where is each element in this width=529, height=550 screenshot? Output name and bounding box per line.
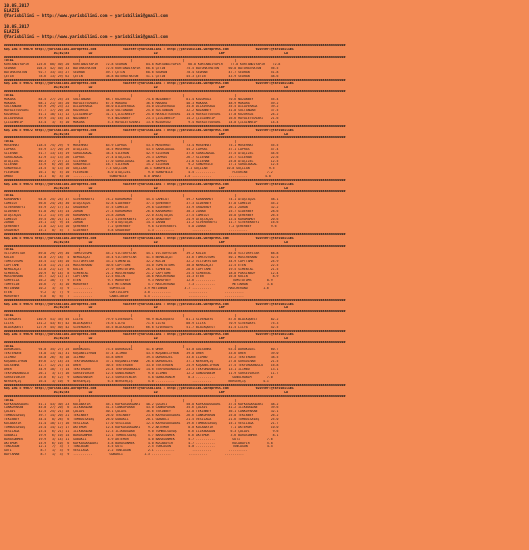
table-row: SUNOFNILE 24.5 4/ 13/ 10 GÜÇLİAN 7.3 GÜÇLİAN 10.1 SUNOFNILE 8.1 GÜÇLİAN 10.8 GÜÇLİAN 9.5	[4, 167, 275, 171]
header-src: @Yarisbilimi — http://www.yarisbilimi.com — yarisbilimi@gmail.com	[4, 13, 168, 19]
table-row: TUMBULSAVAŞ 25.4 14/ 12/ 17 AKTEMUR 12.4 KAFKASDUĞDARI 9.2 AKTEMUR 8.0 KOCABAYIR 7.1 AKTEMUR 10.0	[4, 425, 279, 429]
separator-line: ##################################################################################################################################################################################	[4, 329, 346, 333]
table-row: SİLEHAN 51.7 13/ 15/ 19 SARACAOĞAL 34.4 SİLEHAN 42.9 SİLEHAN 37.6 SARACAOĞAL 37.5 ATAÇIZEL 44.6	[4, 151, 279, 155]
table-row: SUMYELİA 16.2 10/ 7/ 9 ETEN 9.7 MARUFBEY 9.3 MARUFBEY 12.6 .......... TOMSTOTOMS 8.9	[4, 279, 273, 283]
header-date: 10.05.2017	[4, 3, 30, 8]
separator-line: ##################################################################################################################################################################################	[4, 340, 346, 344]
header-tag: ELAZIĞ	[4, 28, 20, 34]
total-row: TOTAL | | | |	[4, 398, 237, 402]
separator-line: ##################################################################################################################################################################################	[4, 383, 346, 387]
table-row: SORSEVİNCER 25.6 6/ 12/ 9 GÖNÜLHANIM 12.3 SORSEVİNCER 5.8 GÖNÜLHANIM 8.3 .......... GÖNÜLHANIM 7.0	[4, 375, 273, 379]
separator-line: ##################################################################################################################################################################################	[4, 44, 346, 48]
document-header	[4, 3, 529, 44]
table-row: NERSEHÇİŞ 16.4 3/ 10/ 9 NERSEHÇİŞ 6.5 NERSEHÇİŞ 5.0 .......... .......... NERSEHÇİŞ 4.1	[4, 379, 269, 383]
header-date: 10.05.2017	[4, 23, 30, 29]
race-block	[4, 79, 529, 125]
table-row: ÇİLGINREIP 43.4 3/ 5/ 10 MAKARA 5.3 HAYALETSÜVARİ 13.6 KUZURSUZ 9.4 HAYALETSÜVARİ 14.8 ÇİLGINREIP 14.4	[4, 121, 279, 125]
race-column-header: #1/#2/#3 LD LD LBP LD	[4, 86, 289, 90]
total-row: TOTAL | | | |	[4, 59, 237, 63]
table-row: LİLYA 131.2 43/ 67/ 42 BLACKQUEST 74.6 LİLYA 71.6 LİLYA 80.9 LİLYA 70.9 SİVERDAYS 75.3	[4, 321, 279, 325]
race-title: KOŞ İNG = 99677 http://yarisbilimi.wordpress.com twitter:@Yarisbilimi : http://yarisbilimi.wordpress.com twitter:@Yarisbilimi	[4, 387, 294, 391]
separator-line: ##################################################################################################################################################################################	[4, 244, 346, 248]
separator-line: ##################################################################################################################################################################################	[4, 310, 346, 314]
table-row: GOBAKLI 19.9 6/ 10/ 14 BARASONMEK 12.1 TUMBULSAVAŞ 5.7 BARASONMEK 6.6 AKTEMUR 3.6 BARASONMEK 8.1	[4, 433, 279, 437]
table-row: BARASONMEK 19.9 3/ 14/ 11 GOBAKLI 4.9 AKTEMUR 4.0 BARASONMEK 5.7 .......... GUTİ 7.6	[4, 437, 273, 441]
race-column-header: #1/#2/#3 LD LD LBP LD	[4, 186, 289, 190]
table-row: KULİN 54.0 27/ 18/ 4 NEMALAÇAT 35.4 VICTORYSTAR 41.5 NEMALAÇAT 33.6 TOMSTOTOMS 50.1 MASCHERANO 52.5	[4, 255, 279, 259]
table-row: GÜLSENHA 41.7 12/ 21/ 14 OHER 30.5 TEKTERDEN 33.0 TEKTERDEN 25.9 KOŞANELİFHAN 27.5 TEKFORDUNOĞLU 16.8	[4, 364, 279, 368]
table-row: ATAŞTAÇOS 51.2 11/ 19/ 20 KARAMAMUT 23.8 ZAHAN 22.0 ATAŞTAÇOS 27.5 CAMELOT 16.8 ŞEHERBEY 26.5	[4, 213, 279, 217]
race-block	[4, 179, 529, 233]
table-row: TUNCAGUN 12.1 7/ 3/ 7 TUNCAGUN 4.5 GUTİ 2.5 TUNCAGUN 4.0 .......... TUNCAGUN 4.4	[4, 445, 273, 449]
table-row: VESİLAĞA 23.4 6/ 21/ 11 İLİKBOĞDAN 12.3 İLİKBOĞDAN 9.0 TUMBULSAVAŞ 6.6 İLİKBOĞDAN 6.3 ÇOLAVİ 9.6	[4, 429, 279, 433]
race-block	[4, 384, 529, 458]
table-row: SİVEREKBEYİ 55.9 22/ 17/ 32 GRADEBOY 47.5 CAMELOT 29.8 GİDERBEY 33.9 GRADEBOY 26.1 ZAHAN 32.2	[4, 205, 279, 209]
table-row: CANKOPARAN 45.0 27/ 20/ 6 İLİKBOĞDAN 41.3 CANKOPARAN 43.0 CANKOPARAN 35.6 ÇOLAVİ 41.2 İLİKBOĞDAN 39.6	[4, 406, 279, 410]
table-row: MAKARA 68.1 21/ 35/ 20 HAYALETSÜVARİ 67.5 MAKARA 36.6 MAKARA 48.3 MAKARA 48.9 MAKARA 49.2	[4, 101, 279, 105]
race-block	[4, 233, 529, 299]
race-title: KOŞ İNG = 99673 http://yarisbilimi.wordpress.com twitter:@Yarisbilimi : http://yarisbilimi.wordpress.com twitter:@Yarisbilimi	[4, 182, 294, 186]
table-row: SİLEHAN 33.9 6/ 20/ 16 SUNOFNILE 16.7 SİLEHAN 15.2 SİLEHAN 9.2 SUNOFNILE 17.1 SARACAOĞAL 12.5	[4, 163, 279, 167]
table-row: MAKARA 84.5 27/ 25/ 25 SULTANDAN 68.7 KUZURSUZ 74.8 NOZANBEY 81.4 KUZURSUZ 70.6 NOZANBEY 55.4	[4, 97, 279, 101]
table-row: KURTANDIYAPİR 125.6 80/ 40/ 20 KURTANDIYAPİR 72.8 SEDHAN 84.8 KURTANDIYAPİR 68.8 KURTANDIYAPİR 77.8 KURTANDIYAPİR 72.8	[4, 63, 281, 67]
separator-line: ##################################################################################################################################################################################	[4, 55, 346, 59]
race-title: KOŞ İNG = 99674 http://yarisbilimi.wordpress.com twitter:@Yarisbilimi : http://yarisbilimi.wordpress.com twitter:@Yarisbilimi	[4, 236, 294, 240]
separator-line: ##################################################################################################################################################################################	[4, 78, 346, 82]
table-row: GRADEBOY 15.1 8/ 5/ 7 GİDERBEY 5.8 GRADEBOY 1.3 .......... .......... ..........	[4, 229, 264, 233]
table-row: ŞEHERBEY 21.8 12/ 13/ 10 ŞEHERBEY 7.2 ŞEHERBEY 9.8 SİVEREKBEYİ 5.8 ZAHAN 7.2 ŞEHERBEY 9.6	[4, 225, 277, 229]
table-row: SEDHAN 104.5 42/ 40/ 33 BATUHATHATUN 72.6 KURTANDIYAPİR 68.8 ÇETİN 75.5 BATUHATHATUN 60.8 BATUHATHATUN 56.5	[4, 67, 279, 71]
table-row: CAMELOT 39.5 20/ 21/ 11 CAMELOT 11.2 SİVEREKBEYİ 27.8 GRADEBOY 24.9 ATAŞTAÇOS 13.4 KARAMAMUT 20.6	[4, 217, 279, 221]
race-block	[4, 125, 529, 179]
race-block	[4, 44, 529, 79]
table-row: LAPRAS 55.9 17/ 20/ 29 ATAÇIZEL 34.5 MÜSEHHAT 43.5 SARACAOĞAL 45.2 LAPRAS 37.1 LAPRAS 47.4	[4, 147, 279, 151]
table-row: TOMYELİN 16.6 7/ 4/ 10 MARUFBEY 8.5 METİNHAN 5.7 MASCHERANO 7.3 .......... METİNHAN 3.8	[4, 283, 273, 287]
header-tag: ELAZIĞ	[4, 8, 20, 14]
table-row: TEKFORDUNOĞLU 26.1 3/ 17/ 16 SORSEVİNCER 12.5 GÖNÜLHANIM 9.0 İLİMBU 12.2 GÖNÜLHANIM 11.9 SORSEVİNCER 11.7	[4, 371, 279, 375]
table-row: ÇOLAVİ 42.5 25/ 21/ 18 ÇOLAVİ 40.1 ÇOLAVİ 36.6 TEKİNBEY 32.8 TEKİNBEY 36.1 CANKOPARAN 32.1	[4, 410, 279, 414]
separator-line: ##################################################################################################################################################################################	[4, 90, 346, 94]
table-row: MÜSEHHAT 118.5 75/ 29/ 9 MÜSEHHAT 83.9 LAPRAS 53.5 MÜSEHHAT 73.4 MÜSEHHAT 75.1 MÜSEHHAT 55.5	[4, 143, 279, 147]
table-row: KAFKASDUĞDARI 51.1 43/ 30/ 23 KOCABAYIR 45.1 KAFKASDUĞDARI 48.2 ÇOLAVİ 50.8 KAFKASDUĞDARI 37.4 KAFKASDUĞDARI 48.2	[4, 402, 279, 406]
table-row: KUZURSUZ 51.1 18/ 11/ 12 ÇİLGINREIP 31.1 ÇİLGINREIP 25.0 HAYALETSÜVARİ 14.4 HAYALETSÜVARİ 17.0 KUZURSUZ 24.2	[4, 113, 279, 117]
table-row: GUTİ 8.7 1/ 3/ 9 VESİLAĞA 2.2 TUNCAGUN 2.1 .......... .......... ..........	[4, 449, 264, 453]
race-title: KOŞ İNG = 99675 http://yarisbilimi.wordpress.com twitter:@Yarisbilimi : http://yarisbilimi.wordpress.com twitter:@Yarisbilimi	[4, 302, 294, 306]
header-src: @Yarisbilimi — http://www.yarisbilimi.com — yarisbilimi@gmail.com	[4, 34, 168, 40]
race-column-header: #1/#2/#3 LD LD LBP LD	[4, 240, 289, 244]
race-title: KOŞ İNG = 99671 http://yarisbilimi.wordpress.com twitter:@Yarisbilimi : http://yarisbilimi.wordpress.com twitter:@Yarisbilimi	[4, 82, 294, 86]
table-row: NEMALAÇAT 33.8 21/ 12/ 6 KULİN 27.9 TOMSTOTOMS 26.1 SİMENTAL 28.6 CAPTTAME 19.5 SİMENTAL 21.5	[4, 267, 279, 271]
table-row: TOMSTOTOMS 35.5 11/ 16/ 10 VICTORYSTAR 33.2 SİMENTAL 32.2 KULİN 32.2 VICTORYSTAR 34.9 CAPTTAME 24.9	[4, 259, 279, 263]
table-row: CAPTTAME 43.0 11/ 21/ 24 MASCHERANO 30.6 CAPTTAME 34.0 TOMSTOTOMS 30.0 NEMALAÇAT 22.5 ETEN 22.5	[4, 263, 279, 267]
race-column-header: #1/#2/#3 LD LD LBP LD	[4, 337, 289, 341]
table-row: TEKİNBEY 34.4 8/ 26/ 6 TUMBULSAVAŞ 26.0 GOBAKLI 20.1 GOBAKLI 21.5 VESİLAĞA 21.6 TUMBULSAVAŞ 25.0	[4, 418, 279, 422]
separator-line: ##################################################################################################################################################################################	[4, 190, 346, 194]
table-row: KOCABAYIR 31.4 10/ 17/ 16 VESİLAĞA 17.0 VESİLAĞA 12.4 KAFKASDUĞDARI 19.6 TUMBULSAVAŞ 15.1 VESİLAĞA 21.7	[4, 422, 279, 426]
table-row: BLACKQUEST 127.9 45/ 40/ 42 SİVERDAYS 45.5 BLACKQUEST 66.6 SİVERDAYS 51.7 BLACKQUEST 41.5 LİLYA 42.5	[4, 325, 279, 329]
race-tables	[4, 44, 529, 457]
race-column-header: #1/#2/#3 LD LD LBP LD	[4, 306, 289, 310]
race-block	[4, 299, 529, 330]
total-row: TOTAL | | | |	[4, 248, 237, 252]
total-row: TOTAL | | | |	[4, 93, 237, 97]
total-row: TOTAL | | | |	[4, 194, 237, 198]
separator-line: ##################################################################################################################################################################################	[4, 125, 346, 128]
table-row: BAYTAMAN 8.7 1/ 3/ 9 .......... GOBAKLI 1.3 .......... .......... ..........	[4, 453, 260, 457]
separator-line: ##################################################################################################################################################################################	[4, 395, 346, 398]
total-row: TOTAL | | | |	[4, 344, 237, 348]
table-row: SİMENTAL 20.9 6/ 14/ 8 SİMENTAL 21.2 MASCHERANO 21.2 CAPTTAME 25.5 SİMENTAL 18.8 PAKSİNEDF 12.4	[4, 271, 279, 275]
separator-line: ##################################################################################################################################################################################	[4, 298, 346, 302]
race-column-header: #1/#2/#3 LD LD LBP LD	[4, 51, 289, 55]
table-row: ATAÇIZEL 40.3 7/ 27/ 22 SİLEHAN 17.0 SARACAOĞAL 16.6 LAPRAS 21.8 SİLEHAN 25.0 ATAÇIZEL 12.5	[4, 159, 279, 163]
table-row: HAYALETSÜVARİ 57.7 17/ 20/ 20 KUZURSUZ 34.0 SULTANDAN 25.0 SULTANDAN 32.2 NOZANBEY 31.8 SULTANDAN 37.5	[4, 109, 279, 113]
table-row: İLİMBU 58.0 26/ 8/ 18 İLİMBU 43.8 OHER 39.4 DORUKÜZEL 33.6 İLİMBU 33.2 TEKTERDEN 38.5	[4, 356, 279, 360]
table-row: METİNHAN 10.2 3/ 3/ 9 .......... SUMYELİA 3.9 METİNHAN 3.7 .......... MASCHERANO 1.6	[4, 287, 269, 291]
race-block	[4, 330, 529, 384]
race-title: KOŞ İNG = 99672 http://yarisbilimi.wordpress.com twitter:@Yarisbilimi : http://yarisbilimi.wordpress.com twitter:@Yarisbilimi	[4, 128, 294, 132]
table-row: TUMBULSAVAŞ 39.7 14/ 20/ 21 TEKİNBEY 26.0 TEKİNBEY 23.6 KAFKASDUĞDARI 26.6 CANKOPARAN 25.8 TEKİNBEY 26.2	[4, 414, 279, 418]
race-column-header: #1/#2/#3 LD LD LBP LD	[4, 391, 289, 395]
table-row: SİVERDAYS 140.9 51/ 35/ 55 LİLYA 79.9 SİVERDAYS 90.9 BLACKQUEST 81.1 SİVERDAYS 87.6 BLACKQUEST 82.2	[4, 317, 279, 321]
separator-line: ##################################################################################################################################################################################	[4, 179, 346, 183]
race-title: KOŞ İNG = 99676 http://yarisbilimi.wordpress.com twitter:@Yarisbilimi : http://yarisbilimi.wordpress.com twitter:@Yarisbilimi	[4, 333, 294, 337]
table-row: KARAMAMUT 64.6 25/ 24/ 37 SİVEREKBEYİ 74.2 KARAMAMUT 45.4 CAMELOT 49.7 KARAMAMUT 74.1 ATAŞTAÇOS 58.1	[4, 197, 279, 201]
table-row: MASCHERANO 36.7 12/ 11/ 17 CAPTTAME 12.5 KULİN 10.6 MASCHERANO 14.3 ETEN 16.0 KULİN 8.9	[4, 275, 279, 279]
table-row: GİDERBEY 51.8 26/ 15/ 14 ZAHAN 27.3 KARAMAMUT 26.8 KARAMAMUT 30.3 ZAHAN 25.7 GİDERBEY 28.6	[4, 209, 279, 213]
table-row: OHER 34.9 10/ 7/ 14 TEKTERDEN 23.4 TEKFORDUNOĞLU 14.6 TEKFORDUNOĞLU 23.5 TEKFORDUNOĞLU 13.1 İLİMBU 13.1	[4, 367, 279, 371]
table-row: SULTANDAN 65.9 29/ 23/ 22 DİLAVERAĞA 46.0 DİLAVERAĞA 34.0 DİLAVERAĞA 34.6 DİLAVERAĞA 35.5 DİLAVERAĞA 39.2	[4, 105, 279, 109]
table-row: DORUKÜZEL 94.0 35/ 27/ 25 DORUKÜZEL 73.5 DORUKÜZEL 41.6 OHER 43.0 GÜLSENHA 63.4 DORUKÜZEL 60.7	[4, 348, 279, 352]
table-row: ZAHAN 25.1 13/ 9/ 14 ZAHAN 7.9 ATAŞTAÇOS 14.3 ZAHAN 11.2 SİVEREKBEYİ 11.7 SİVEREKBEYİ 16.6	[4, 221, 279, 225]
table-row: KOŞANELİFHAN 49.6 17/ 14/ 24 TEKFORDUNOĞLU 37.1 KOŞANELİFHAN 26.8 DORUKÜZEL 37.1 NERSEHÇİŞ 27.8 GÜRGÜLHAN 21.5	[4, 360, 279, 364]
table-row: TEKTERDEN 74.8 13/ 31/ 31 KOŞANELİFHAN 47.4 İLİMBU 43.5 KOŞANELİFHAN 39.8 OHER 33.6 OHER 39.0	[4, 352, 279, 356]
table-row: ETEN 9.2 3/ 7/ 9 .......... CURTİSLOPE 3.0 .......... .......... ..........	[4, 291, 260, 295]
table-row: SARACAOĞAL 42.9 11/ 13/ 26 LAPRAS 27.4 ATAÇIZEL 25.3 LAPRAS 26.7 SİLEHAN 25.7 SİLEHAN 22.6	[4, 155, 279, 159]
race-column-header: #1/#2/#3 LD LD LBP LD	[4, 132, 289, 136]
table-row: BATUHATHATUN 92.7 33/ 33/ 27 SEDHAN 49.7 ÇETİN 68.6 SEDHAN 70.4 SEDHAN 47.7 SEDHAN 51.8	[4, 70, 279, 74]
table-row: FLEURINE 16.1 8/ 5/ 10 FLEURINE 8.0 ATAÇIZEL 9.0 SUNOFNILE 4.5 .......... FLEURINE 7.2	[4, 171, 273, 175]
table-row: AKTEMUR 15.9 6/ 10/ 6 KAFKASDUĞDARI 4.8 BARASONMEK 4.0 KOCABAYIR 4.7 .......... KOCABAYIR 5.8	[4, 441, 273, 445]
race-title: KOŞ İNG = 99670 http://yarisbilimi.wordpress.com twitter:@Yarisbilimi : http://yarisbilimi.wordpress.com twitter:@Yarisbilimi	[4, 47, 294, 51]
table-row: DİLAVERAĞA 49.9 14/ 16/ 14 NOZANBEY 9.4 NOZANBEY 23.3 ÇİLGINREIP 14.2 ÇİLGINREIP 16.6 HAYALETSÜVARİ 21.6	[4, 117, 279, 121]
table-row: ÇETİN 78.6 13/ 29/ 62 ÇETİN 38.8 BATUHATHATUN 51.1 ÇETİN 45.3 ÇETİN 43.9 SEDHAN 48.6	[4, 74, 279, 78]
separator-line: ##################################################################################################################################################################################	[4, 233, 346, 237]
separator-line: ##################################################################################################################################################################################	[4, 136, 346, 140]
table-row: VICTORYSTAR 89.8 29/ 29/ 30 TOMSTOTOMS 45.2 VICTORYSTAR 45.1 VICTORYSTAR 39.2 KULİN 85.8 VICTORYSTAR 68.8	[4, 252, 279, 256]
table-row: AMBAT 14.1 8/ 4/ 10 .......... SUNOFNILE 8.0 AMBAT 1.5 .......... .......... 4.8	[4, 175, 271, 179]
table-row: MARUFBEY 6.8 0/ 6/ 7 .......... CANELIBEDF 4.5 .......... .......... ..........	[4, 295, 260, 298]
total-row: TOTAL | | | |	[4, 313, 237, 317]
total-row: TOTAL | | | |	[4, 140, 237, 143]
table-row: CAMELOT 56.6 24/ 24/ 30 ATAŞTAÇOS 52.8 GİDERBEY 37.3 ŞEHERBEY 37.3 GİDERBEY 47.8 CAMELOT 45.2	[4, 201, 279, 205]
